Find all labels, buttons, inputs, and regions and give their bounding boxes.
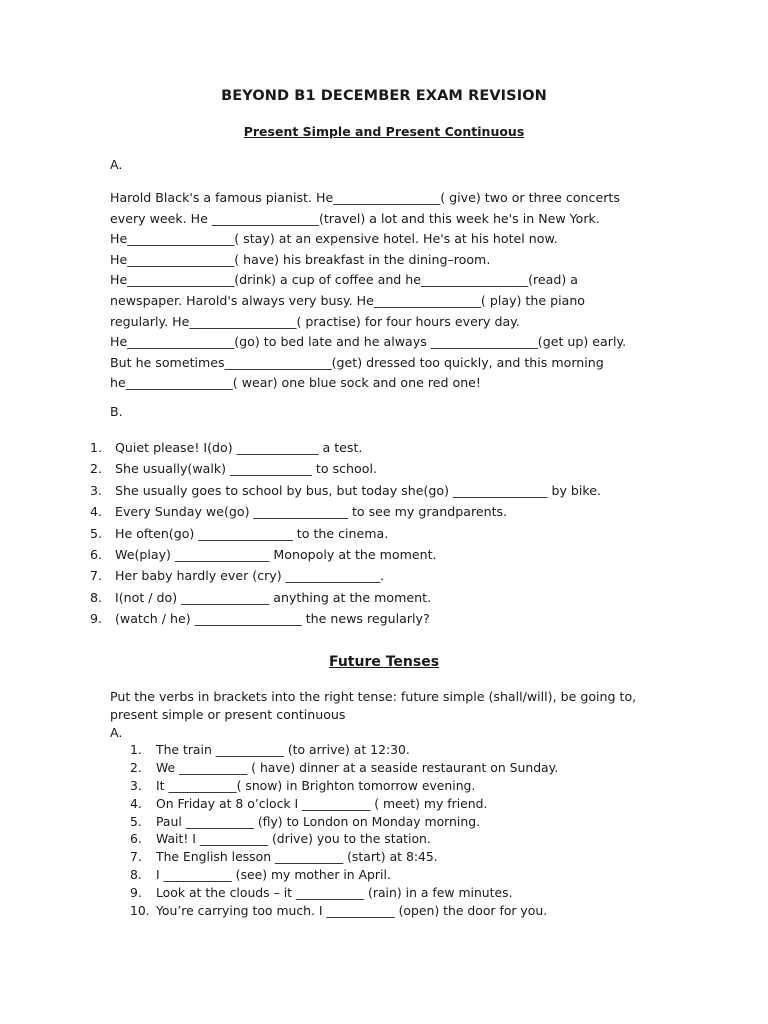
paragraph-line: Harold Black's a famous pianist. He_________________( give) two or three concerts	[110, 190, 620, 205]
instruction-line: Put the verbs in brackets into the right tense: future simple (shall/will), be going to,	[110, 689, 637, 704]
item-number: 3.	[90, 482, 103, 498]
item-text: It ___________( snow) in Brighton tomorrow evening.	[156, 777, 476, 793]
item-text: Look at the clouds – it ___________ (rain) in a few minutes.	[156, 885, 513, 901]
future-list	[130, 741, 558, 920]
list-item	[130, 813, 558, 831]
item-number: 2.	[90, 461, 103, 477]
item-number: 9.	[130, 885, 142, 901]
item-number: 8.	[90, 589, 103, 605]
item-text: Paul ___________ (fly) to London on Monday morning.	[156, 813, 481, 829]
list-item	[90, 437, 601, 458]
item-number: 3.	[130, 777, 142, 793]
paragraph-line: every week. He _________________(travel) a lot and this week he's in New York.	[110, 210, 600, 226]
list-item	[90, 523, 601, 544]
item-text: I(not / do) ______________ anything at the moment.	[115, 589, 432, 605]
item-number: 6.	[130, 831, 142, 847]
section-a-label: A.	[110, 157, 123, 172]
item-text: She usually goes to school by bus, but today she(go) _______________ by bike.	[115, 482, 601, 498]
section-b-label: B.	[110, 404, 123, 419]
item-text: I ___________ (see) my mother in April.	[156, 867, 391, 883]
list-item	[90, 544, 601, 565]
item-number: 4.	[130, 795, 142, 811]
paragraph-line: He_________________( stay) at an expensive hotel. He's at his hotel now.	[110, 231, 558, 247]
item-text: He often(go) _______________ to the cinema.	[115, 525, 389, 541]
item-text: The train ___________ (to arrive) at 12:30.	[156, 742, 410, 757]
item-number: 1.	[130, 742, 142, 757]
future-a-label: A.	[110, 725, 123, 740]
paragraph-line: he_________________( wear) one blue sock and one red one!	[110, 375, 481, 391]
instruction-line: present simple or present continuous	[110, 707, 346, 722]
paragraph-line: He_________________(go) to bed late and he always _________________(get up) early.	[110, 334, 627, 350]
item-text: We ___________ ( have) dinner at a seaside restaurant on Sunday.	[156, 759, 559, 775]
list-item	[90, 480, 601, 501]
list-item	[130, 866, 558, 884]
list-item	[90, 608, 601, 629]
item-number: 9.	[90, 611, 103, 627]
paragraph-line: But he sometimes_________________(get) dressed too quickly, and this morning	[110, 354, 604, 370]
item-text: You’re carrying too much. I ___________ (open) the door for you.	[156, 903, 548, 919]
item-number: 5.	[90, 525, 103, 541]
list-item	[130, 830, 558, 848]
list-item	[130, 848, 558, 866]
list-item	[90, 458, 601, 479]
section-b-list	[90, 437, 601, 630]
item-number: 8.	[130, 867, 142, 883]
item-text: On Friday at 8 o’clock I ___________ ( meet) my friend.	[156, 795, 488, 811]
item-text: Quiet please! I(do) _____________ a test.	[115, 440, 363, 455]
list-item	[90, 587, 601, 608]
item-text: Wait! I ___________ (drive) you to the station.	[156, 831, 431, 847]
list-item	[130, 884, 558, 902]
list-item	[130, 741, 558, 759]
paragraph-line: He_________________(drink) a cup of coffee and he_________________(read) a	[110, 272, 578, 288]
future-tenses-heading: Future Tenses	[328, 654, 440, 670]
item-number: 4.	[90, 504, 103, 520]
list-item	[130, 759, 558, 777]
section-subtitle: Present Simple and Present Continuous	[243, 124, 525, 139]
list-item	[90, 501, 601, 522]
item-number: 6.	[90, 546, 103, 562]
page-title: BEYOND B1 DECEMBER EXAM REVISION	[221, 88, 547, 104]
item-text: She usually(walk) _____________ to school.	[115, 461, 377, 477]
item-number: 7.	[130, 849, 142, 865]
section-a-paragraph	[110, 188, 670, 394]
item-number: 7.	[90, 568, 103, 584]
list-item	[130, 777, 558, 795]
future-instructions	[110, 688, 670, 742]
paragraph-line: newspaper. Harold's always very busy. He_________________( play) the piano	[110, 292, 586, 308]
paragraph-line: regularly. He_________________( practise) for four hours every day.	[110, 313, 520, 329]
item-number: 5.	[130, 813, 142, 829]
item-number: 10.	[130, 903, 150, 919]
list-item	[90, 565, 601, 586]
item-number: 2.	[130, 759, 142, 775]
paragraph-line: He_________________( have) his breakfast in the dining–room.	[110, 251, 491, 267]
item-number: 1.	[90, 440, 103, 455]
item-text: We(play) _______________ Monopoly at the moment.	[115, 546, 437, 562]
item-text: Her baby hardly ever (cry) _______________.	[115, 568, 385, 584]
list-item	[130, 795, 558, 813]
list-item	[130, 902, 558, 920]
item-text: Every Sunday we(go) _______________ to see my grandparents.	[115, 504, 508, 520]
item-text: (watch / he) _________________ the news regularly?	[115, 611, 430, 627]
item-text: The English lesson ___________ (start) at 8:45.	[156, 849, 438, 865]
